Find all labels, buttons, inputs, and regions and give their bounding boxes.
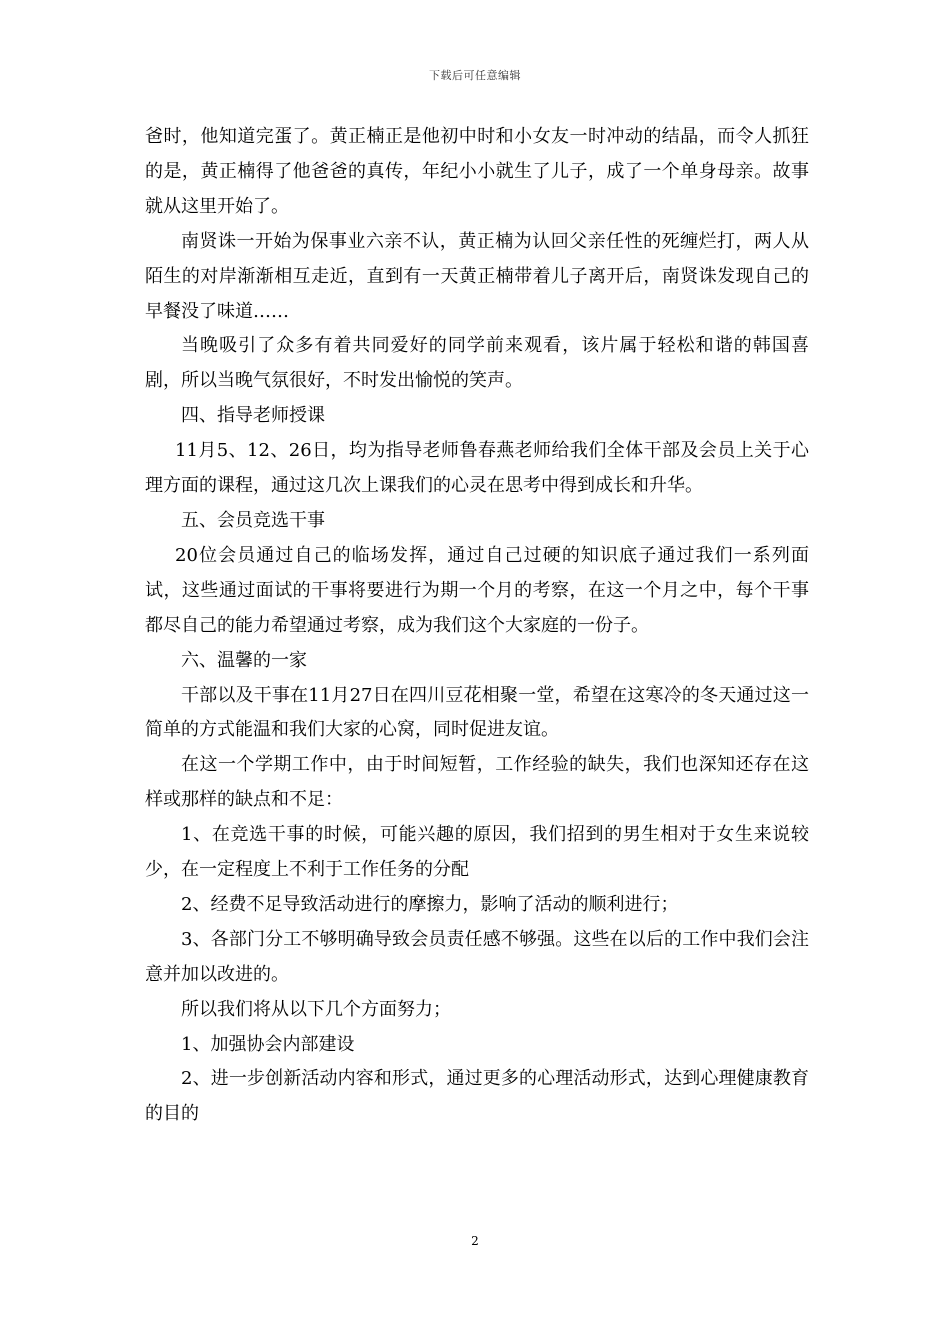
list-item: 1、在竞选干事的时候，可能兴趣的原因，我们招到的男生相对于女生来说较少，在一定程度上不利于工作任务的分配 (145, 824, 809, 881)
paragraph: 11月5、12、26日，均为指导老师鲁春燕老师给我们全体干部及会员上关于心理方面的课程，通过这几次上课我们的心灵在思考中得到成长和升华。 (145, 440, 809, 497)
paragraph: 所以我们将从以下几个方面努力； (181, 998, 451, 1020)
paragraph: 在这一个学期工作中，由于时间短暂，工作经验的缺失，我们也深知还存在这样或那样的缺点和不足： (145, 754, 809, 811)
list-item: 2、进一步创新活动内容和形式，通过更多的心理活动形式，达到心理健康教育的目的 (145, 1068, 809, 1125)
list-item: 2、经费不足导致活动进行的摩擦力，影响了活动的顺利进行； (181, 893, 679, 915)
page-header: 下载后可任意编辑 (429, 69, 521, 82)
list-item: 1、加强协会内部建设 (181, 1033, 355, 1055)
paragraph: 当晚吸引了众多有着共同爱好的同学前来观看，该片属于轻松和谐的韩国喜剧，所以当晚气氛很好，不时发出愉悦的笑声。 (145, 335, 809, 392)
page-number: 2 (471, 1234, 479, 1248)
paragraph: 南贤诛一开始为保事业六亲不认，黄正楠为认回父亲任性的死缠烂打，两人从陌生的对岸渐渐相互走近，直到有一天黄正楠带着儿子离开后，南贤诛发现自己的早餐没了味道…… (145, 230, 809, 322)
document-body (145, 120, 809, 1132)
section-heading: 五、会员竞选干事 (181, 509, 325, 531)
paragraph-continuation: 爸时，他知道完蛋了。黄正楠正是他初中时和小女友一时冲动的结晶，而令人抓狂的是，黄正楠得了他爸爸的真传，年纪小小就生了儿子，成了一个单身母亲。故事就从这里开始了。 (145, 126, 809, 217)
section-heading: 六、温馨的一家 (181, 649, 307, 671)
paragraph: 20位会员通过自己的临场发挥，通过自己过硬的知识底子通过我们一系列面试，这些通过面试的干事将要进行为期一个月的考察，在这一个月之中，每个干事都尽自己的能力希望通过考察，成为我们这个大家庭的一份子。 (145, 544, 809, 636)
paragraph: 干部以及干事在11月27日在四川豆花相聚一堂，希望在这寒冷的冬天通过这一简单的方式能温和我们大家的心窝，同时促进友谊。 (145, 684, 809, 741)
section-heading: 四、指导老师授课 (181, 405, 325, 427)
list-item: 3、各部门分工不够明确导致会员责任感不够强。这些在以后的工作中我们会注意并加以改进的。 (145, 928, 809, 985)
